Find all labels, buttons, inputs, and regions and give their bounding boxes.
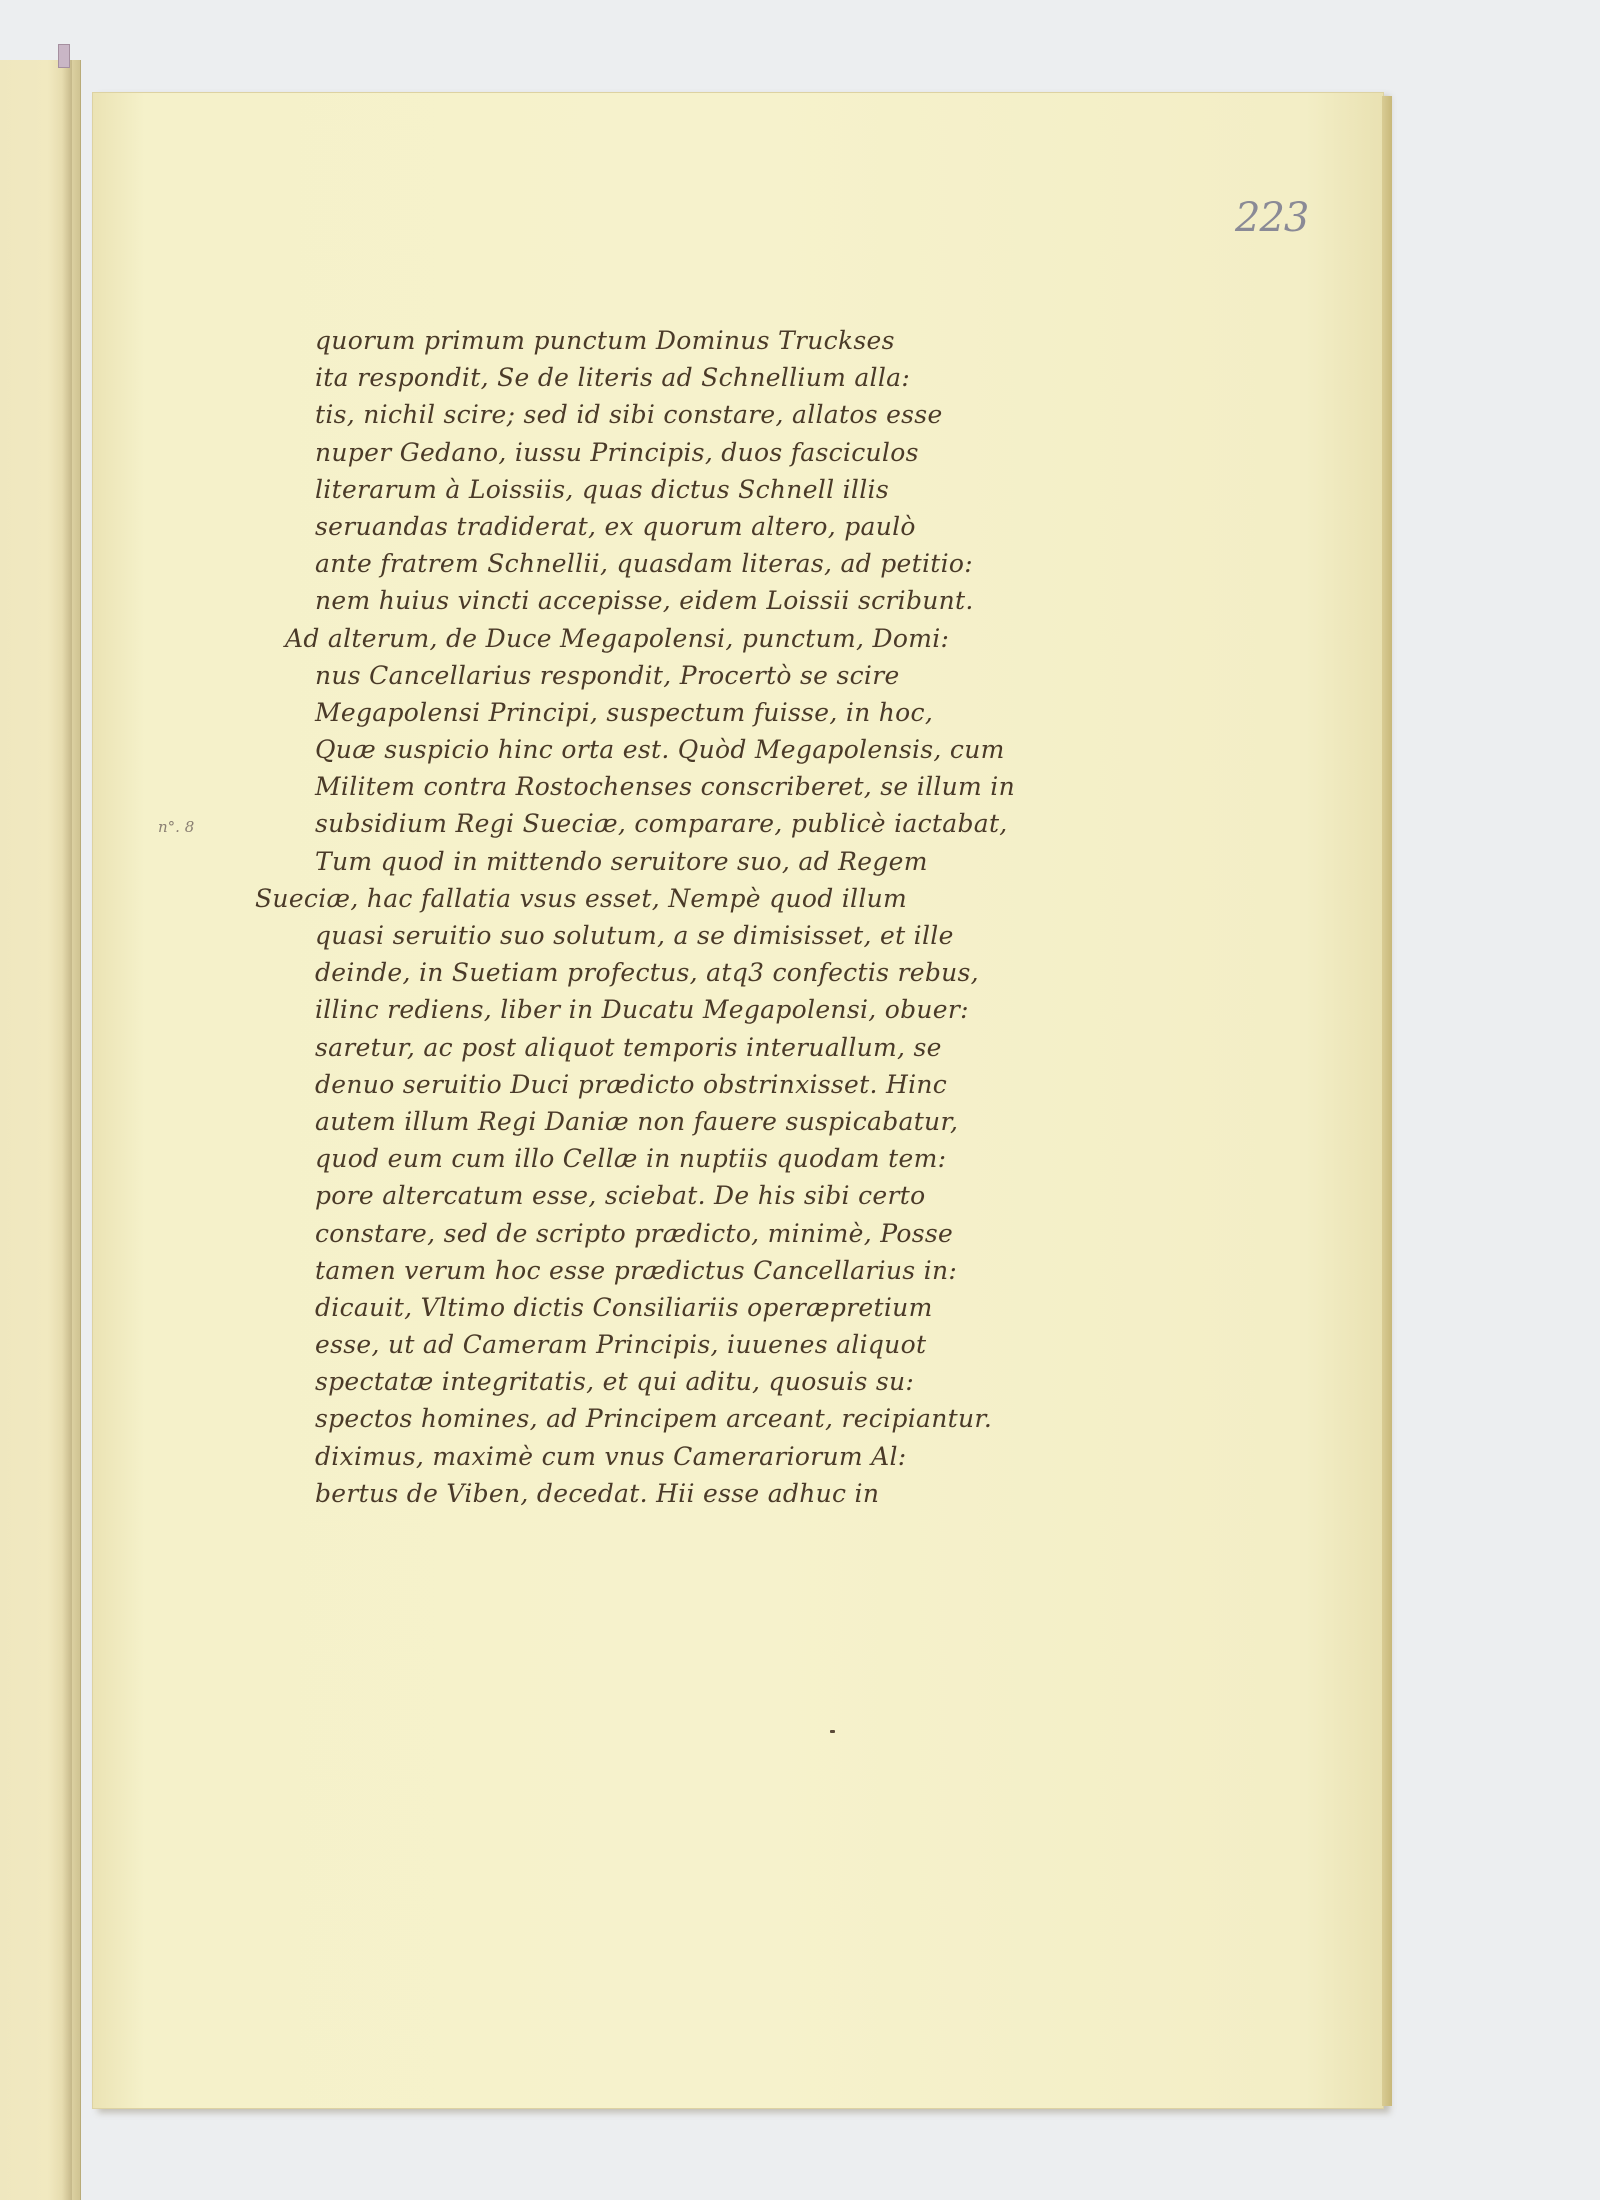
text-line: esse, ut ad Cameram Principis, iuuenes aliquot — [315, 1330, 927, 1360]
text-line: illinc rediens, liber in Ducatu Megapolensi, obuer: — [315, 995, 969, 1025]
manuscript-text — [255, 322, 1095, 1512]
text-line: pore altercatum esse, sciebat. De his sibi certo — [315, 1181, 926, 1211]
margin-note: n°. 8 — [158, 818, 195, 836]
text-line: Ad alterum, de Duce Megapolensi, punctum, Domi: — [285, 623, 950, 653]
text-line: Sueciæ, hac fallatia vsus esset, Nempè quod illum — [255, 883, 908, 913]
text-line: dicauit, Vltimo dictis Consiliariis operæpretium — [315, 1292, 933, 1322]
gutter-shadow — [62, 60, 72, 2200]
text-line: bertus de Viben, decedat. Hii esse adhuc in — [315, 1478, 880, 1508]
text-line: nus Cancellarius respondit, Procertò se scire — [315, 660, 900, 690]
text-line: literarum à Loissiis, quas dictus Schnell illis — [315, 474, 889, 504]
text-line: ante fratrem Schnellii, quasdam literas, ad petitio: — [315, 549, 973, 579]
text-line: nem huius vincti accepisse, eidem Loissii scribunt. — [315, 586, 974, 616]
text-line: quod eum cum illo Cellæ in nuptiis quodam tem: — [315, 1144, 947, 1174]
text-line: constare, sed de scripto prædicto, minimè, Posse — [315, 1218, 954, 1248]
ink-mark — [830, 1730, 835, 1733]
bookmark-tab — [58, 44, 70, 68]
text-line: Quæ suspicio hinc orta est. Quòd Megapolensis, cum — [315, 735, 1005, 765]
text-line: autem illum Regi Daniæ non fauere suspicabatur, — [315, 1106, 959, 1136]
text-line: deinde, in Suetiam profectus, atq3 confectis rebus, — [315, 958, 979, 988]
text-line: nuper Gedano, iussu Principis, duos fasciculos — [315, 437, 919, 467]
text-line: ita respondit, Se de literis ad Schnellium alla: — [315, 363, 911, 393]
text-line: saretur, ac post aliquot temporis interuallum, se — [315, 1032, 942, 1062]
page-fore-edge — [1382, 96, 1392, 2106]
text-line: spectos homines, ad Principem arceant, recipiantur. — [315, 1404, 993, 1434]
text-line: diximus, maximè cum vnus Camerariorum Al: — [315, 1441, 907, 1471]
text-line: denuo seruitio Duci prædicto obstrinxisset. Hinc — [315, 1069, 948, 1099]
text-line: subsidium Regi Sueciæ, comparare, publicè iactabat, — [315, 809, 1008, 839]
text-line: quorum primum punctum Dominus Truckses — [315, 326, 895, 355]
text-line: Tum quod in mittendo seruitore suo, ad Regem — [315, 846, 928, 876]
text-line: Megapolensi Principi, suspectum fuisse, in hoc, — [315, 697, 934, 727]
text-line: tamen verum hoc esse prædictus Cancellarius in: — [315, 1255, 958, 1285]
text-line: spectatæ integritatis, et qui aditu, quosuis su: — [315, 1367, 915, 1397]
text-line: Militem contra Rostochenses conscriberet, se illum in — [315, 772, 1016, 802]
text-line: quasi seruitio suo solutum, a se dimisisset, et ille — [315, 921, 954, 950]
text-line: seruandas tradiderat, ex quorum altero, paulò — [315, 511, 916, 541]
folio-number: 223 — [1235, 195, 1309, 241]
text-line: tis, nichil scire; sed id sibi constare, allatos esse — [315, 400, 943, 430]
